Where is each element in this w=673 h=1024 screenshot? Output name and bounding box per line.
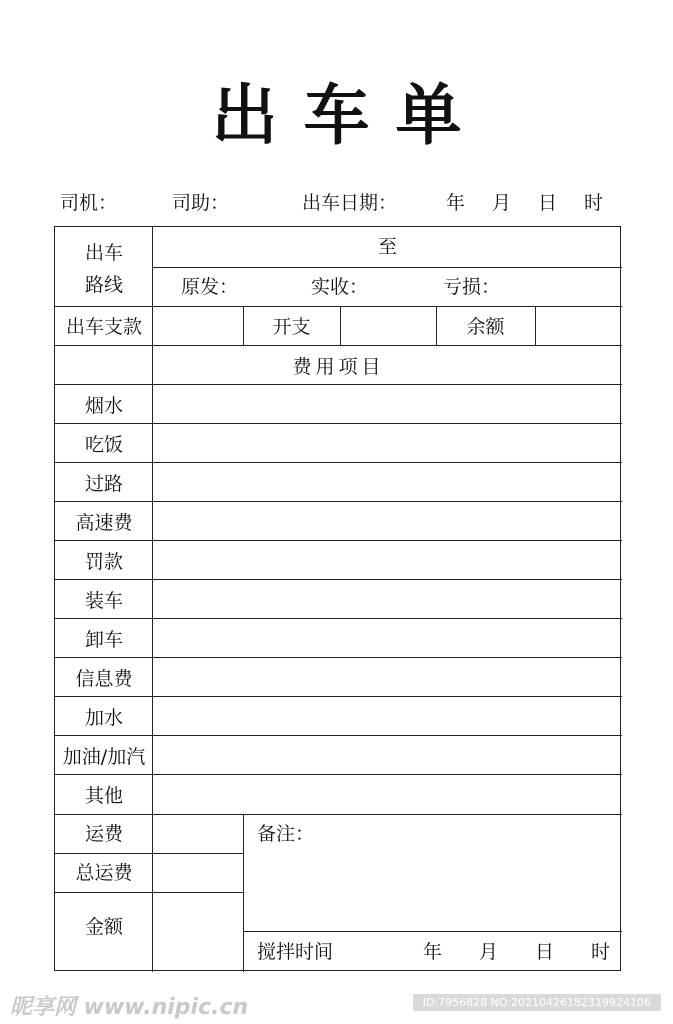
- mix-time-label: 搅拌时间: [257, 941, 334, 963]
- loss-label: 亏损：: [443, 276, 501, 298]
- divider: [340, 306, 341, 345]
- form-table: [54, 226, 621, 971]
- assistant-label: 司助：: [172, 192, 230, 214]
- divider: [243, 814, 244, 972]
- header-month: 月: [492, 192, 512, 214]
- amount-label: 金额: [84, 916, 123, 938]
- divider: [55, 540, 622, 541]
- expense-item-label: 吃饭: [84, 434, 123, 456]
- divider: [153, 267, 622, 268]
- expense-item-label: 烟水: [84, 395, 123, 417]
- received-label: 实收：: [311, 276, 369, 298]
- divider: [55, 735, 622, 736]
- divider: [55, 579, 622, 580]
- watermark-logo: 昵享网 www.nipic.cn: [10, 995, 249, 1020]
- divider: [55, 384, 622, 385]
- divider: [55, 774, 622, 775]
- route-to: 至: [377, 236, 397, 258]
- header-year: 年: [446, 192, 466, 214]
- divider: [55, 306, 622, 307]
- expense-item-label: 卸车: [84, 629, 123, 651]
- departed-label: 原发：: [181, 276, 239, 298]
- advance-label: 出车支款: [65, 316, 142, 338]
- divider: [55, 423, 622, 424]
- mix-hour: 时: [591, 941, 611, 963]
- divider: [55, 892, 243, 893]
- balance-label: 余额: [466, 316, 505, 338]
- divider: [243, 931, 622, 932]
- expense-item-label: 装车: [84, 590, 123, 612]
- freight-label: 运费: [84, 823, 123, 845]
- mix-year: 年: [423, 941, 443, 963]
- remarks-label: 备注：: [257, 823, 315, 845]
- divider: [55, 345, 622, 346]
- expense-item-label: 罚款: [84, 551, 123, 573]
- divider: [55, 696, 622, 697]
- watermark-id: ID:7956828 NO:20210426182319924106: [413, 994, 661, 1011]
- expense-label: 开支: [272, 316, 311, 338]
- divider: [55, 462, 622, 463]
- expense-item-label: 加油/加汽: [62, 746, 146, 768]
- divider: [55, 853, 243, 854]
- divider: [55, 814, 622, 815]
- expense-item-label: 高速费: [75, 512, 133, 534]
- items-heading: 费用项目: [292, 356, 385, 378]
- header-day: 日: [538, 192, 558, 214]
- expense-item-label: 过路: [84, 473, 123, 495]
- expense-item-label: 信息费: [75, 668, 133, 690]
- header-hour: 时: [584, 192, 604, 214]
- mix-day: 日: [535, 941, 555, 963]
- mix-month: 月: [479, 941, 499, 963]
- divider: [535, 306, 536, 345]
- date-label: 出车日期：: [302, 192, 398, 214]
- divider: [55, 501, 622, 502]
- document-title: 出车单: [211, 76, 488, 154]
- divider: [55, 618, 622, 619]
- driver-label: 司机：: [60, 192, 118, 214]
- total-freight-label: 总运费: [75, 862, 133, 884]
- route-label-line1: 出车: [84, 242, 123, 264]
- expense-item-label: 加水: [84, 707, 123, 729]
- expense-item-label: 其他: [84, 785, 123, 807]
- route-label-line2: 路线: [84, 274, 123, 296]
- divider: [55, 657, 622, 658]
